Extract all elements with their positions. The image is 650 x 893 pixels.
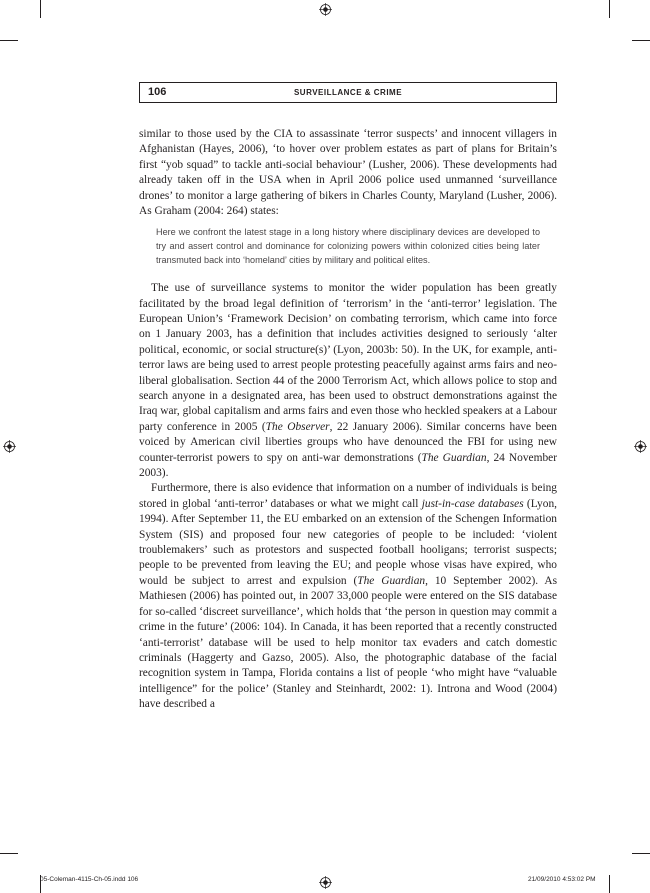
text-run: , 10 September 2002). As Mathiesen (2006) has pointed out, in 2007 33,000 people were entered on the SIS database for so-called ‘discreet surveillance’, which holds that ‘the person in question may commit a crime in the future’ (2006: 104). In Canada, it has been reported that a recently constructed ‘anti-terrorist’ database will be used to help monitor tax evaders and catch domestic criminals (Haggerty and Gazso, 2005). Also, the photographic database of the facial recognition system in Tampa, Florida contains a list of people ‘who might have “valuable intelligence” for the police’ (Stanley and Steinhardt, 2002: 1). Introna and Wood (2004) have described a — [139, 574, 558, 711]
running-head-title: SURVEILLANCE & CRIME — [293, 88, 403, 97]
page-number: 106 — [148, 86, 167, 98]
registration-mark-icon — [634, 440, 647, 453]
running-header — [139, 82, 557, 103]
crop-mark-top-right — [609, 0, 610, 18]
registration-mark-icon — [319, 3, 332, 16]
registration-mark-icon — [3, 440, 16, 453]
text-run: (Lyon, 1994). After September 11, the EU embarked on an extension of the Schengen Information System (SIS) and proposed four new categories of people to be included: ‘violent troublemakers’ such as protestors and suspected football hooligans; terrorist suspects; people to be prevented from leaving the EU; and people whose visas have expired, who would be subject to arrest and expulsion ( — [139, 497, 557, 587]
crop-mark-top-right-h — [632, 40, 650, 41]
footer-file-slug: 05-Coleman-4115-Ch-05.indd 106 — [40, 876, 139, 883]
emphasis-term: just-in-case databases — [421, 497, 524, 510]
paragraph — [139, 281, 557, 481]
paragraph — [139, 481, 557, 712]
block-quote: Here we confront the latest stage in a long history where disciplinary devices are developed to try and assert control and dominance for colonizing powers within colonized cities being later transmuted back into ‘homeland’ cities by military and political elites. — [156, 227, 540, 266]
publication-title: The Guardian — [357, 574, 426, 587]
crop-mark-bottom-left-h — [0, 853, 18, 854]
crop-mark-bottom-right — [609, 875, 610, 893]
publication-title: The Observer — [265, 420, 330, 433]
crop-mark-top-left — [40, 0, 41, 18]
body-text — [139, 127, 557, 713]
text-run: , 22 January 2006). Similar concerns have been voiced by American civil liberties groups who have denounced the FBI for using new counter-terrorist powers to spy on anti-war demonstrations ( — [139, 420, 558, 464]
publication-title: The Guardian — [421, 451, 487, 464]
crop-mark-bottom-right-h — [632, 853, 650, 854]
crop-mark-top-left-h — [0, 40, 18, 41]
text-run: Furthermore, there is also evidence that information on a number of individuals is being stored in global ‘anti-terror’ databases or what we might call — [139, 482, 557, 510]
text-run: The use of surveillance systems to monitor the wider population has been greatly facilitated by the broad legal definition of ‘terrorism’ in the ‘anti-terror’ legislation. The European Union’s ‘Framework Decision’ on combating terrorism, which came into force on 1 January 2003, has a definition that includes activities designed to seriously ‘alter political, economic, or social structure(s)’ (Lyon, 2003b: 50). In the UK, for example, anti-terror laws are being used to arrest people protesting peacefully against arms fairs and neo-liberal globalisation. Section 44 of the 2000 Terrorism Act, which allows police to stop and search anyone in a designated area, has been used to obstruct demonstrations against the Iraq war, global capitalism and arms fairs and even those who heckled speakers at a Labour party conference in 2005 ( — [139, 282, 557, 433]
paragraph: similar to those used by the CIA to assassinate ‘terror suspects’ and innocent villagers in Afghanistan (Hayes, 2006), ‘to hover over problem estates as part of plans for Britain’s first “yob squad” to tackle anti-social behaviour’ (Lusher, 2006). These developments had already taken off in the USA when in April 2006 police used unmanned ‘surveillance drones’ to monitor a large gathering of bikers in Charles County, Maryland (Lusher, 2006). As Graham (2004: 264) states: — [139, 128, 557, 218]
text-run: , 24 November 2003). — [139, 451, 558, 480]
registration-mark-icon — [319, 876, 332, 889]
footer-timestamp: 21/09/2010 4:53:02 PM — [528, 876, 596, 883]
